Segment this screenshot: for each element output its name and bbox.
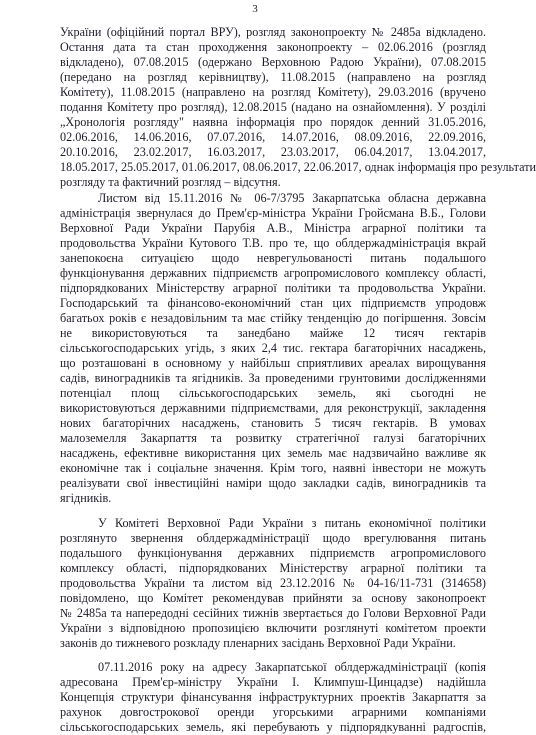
text-line: розгляду та фактичний розгляд – відсутня.	[60, 175, 281, 190]
text-line: України (офіційний портал ВРУ), розгляд законопроекту № 2485а відкладено.	[60, 25, 486, 39]
text-line: № 2485а та напередодні сесійних тижнів звертається до Голови Верховної Ради	[60, 605, 486, 620]
text-line: Концепція структури фінансування інфраструктурних проектів Закарпаття за	[60, 690, 486, 705]
text-line: потенціал площ сільськогосподарських земель, які сьогодні не	[60, 386, 486, 401]
text-line: нових багаторічних насаджень, становить 5 тисяч гектарів. В умовах	[60, 416, 486, 431]
text-line: функціонування державних підприємств агропромислового комплексу області,	[60, 265, 486, 280]
text-line: (передано на розгляд керівництву), 11.08.2015 (направлено на розгляд	[60, 70, 486, 85]
text-line: використовуються державними підприємствами, для реконструкції, закладення	[60, 401, 486, 416]
text-line: подання Комітету про розгляд), 12.08.2015 (надано на ознайомлення). У розділі	[60, 100, 486, 115]
text-line: адміністрація звернулася до Прем'єр-міністра України Гройсмана В.Б., Голови	[60, 205, 486, 220]
paragraph-gap	[60, 651, 486, 660]
text-line: Остання дата та стан проходження законопроекту – 02.06.2016 (розгляд	[60, 40, 486, 55]
paragraph	[60, 25, 536, 191]
text-line: 07.11.2016 року на адресу Закарпатської облдержадміністрації (копія	[98, 659, 486, 674]
text-line: Комітету), 11.08.2015 (направлено на розгляд Комітету), 29.03.2016 (вручено	[60, 85, 486, 100]
text-line: законів до тижневого розкладу пленарних засідань Верховної Ради України.	[60, 635, 456, 650]
text-line: малоземелля Закарпаття та розвитку стратегічної галузі багаторічних	[60, 431, 486, 446]
text-line: Господарський та фінансово-економічний стан цих підприємств упродовж	[60, 295, 486, 310]
text-line: 20.10.2016, 23.02.2017, 16.03.2017, 23.03.2017, 06.04.2017, 13.04.2017,	[60, 145, 486, 160]
page-number: 3	[252, 3, 258, 15]
text-line: економічне так і соціальне значення. Крім того, наявні інвестори не можуть	[60, 461, 486, 476]
text-line: України з відповідною пропозицією включити розглянуті комітетом проекти	[60, 620, 486, 635]
text-line: адресована Прем'єр-міністру України І. Климпуш-Цинцадзе) надійшла	[60, 674, 486, 689]
text-line: подальшого функціонування державних підприємств агропромислового	[60, 545, 486, 560]
text-line: що розташовані в основному у найбільш сприятливих ареалах вирощування	[60, 356, 486, 371]
text-line: садів, виноградників та ягідників. За проведеними грунтовими дослідженнями	[60, 371, 486, 386]
text-line: 18.05.2017, 25.05.2017, 01.06.2017, 08.06.2017, 22.06.2017, однак інформація про результати	[60, 160, 536, 175]
text-line: реалізувати свої інвестиційні наміри щодо закладки садів, виноградників та	[60, 476, 486, 491]
paragraph-gap	[60, 507, 486, 516]
paragraph	[60, 660, 486, 735]
text-line: розглянуто звернення облдержадміністрації щодо врегулювання питань	[60, 530, 486, 545]
text-line: сільськогосподарських угідь, з яких 2,4 тис. гектара багаторічних насаджень,	[60, 340, 486, 355]
text-line: У Комітеті Верховної Ради України з питань економічної політики	[98, 515, 486, 530]
text-line: комплексу області, підпорядкованих Міністерству аграрної політики та	[60, 560, 486, 575]
text-line: не використовуються та занедбано майже 12 тисяч гектарів	[60, 325, 486, 340]
text-line: занепокоєна ситуацією щодо неврегульованості питань подальшого	[60, 250, 486, 265]
text-line: сільськогосподарських земель, які перебувають у підпорядкуванні радгоспів,	[60, 720, 486, 735]
text-line: багатьох років є незадовільним та має стійку тенденцію до погіршення. Зовсім	[60, 310, 486, 325]
text-line: 02.06.2016, 14.06.2016, 07.07.2016, 14.07.2016, 08.09.2016, 22.09.2016,	[60, 130, 486, 145]
document-body	[60, 25, 536, 735]
text-line: відкладено), 07.08.2015 (одержано Верховною Радою України), 07.08.2015	[60, 55, 486, 70]
paragraph	[60, 516, 486, 651]
text-line: підпорядкованих Міністерству аграрної політики та продовольства України.	[60, 280, 486, 295]
paragraph	[60, 191, 486, 507]
text-line: продовольства України Кутового Т.В. про те, що облдержадміністрація вкрай	[60, 235, 486, 250]
text-line: рахунок довгострокової оренди угорськими аграрними компаніями	[60, 705, 486, 720]
text-line: Листом від 15.11.2016 № 06-7/3795 Закарпатська обласна державна	[98, 190, 486, 205]
text-line: ягідників.	[60, 491, 112, 506]
text-line: „Хронологія розгляду" наявна інформація про порядок денний 31.05.2016,	[60, 115, 486, 130]
text-line: продовольства України та листом від 23.12.2016 № 04-16/11-731 (314658)	[60, 575, 486, 590]
text-line: Верховної Ради України Парубія А.В., Міністра аграрної політики та	[60, 220, 486, 235]
text-line: повідомлено, що Комітет рекомендував прийняти за основу законопроект	[60, 590, 486, 605]
text-line: насаджень, ефективне використання цих земель має надзвичайно важливе як	[60, 446, 486, 461]
